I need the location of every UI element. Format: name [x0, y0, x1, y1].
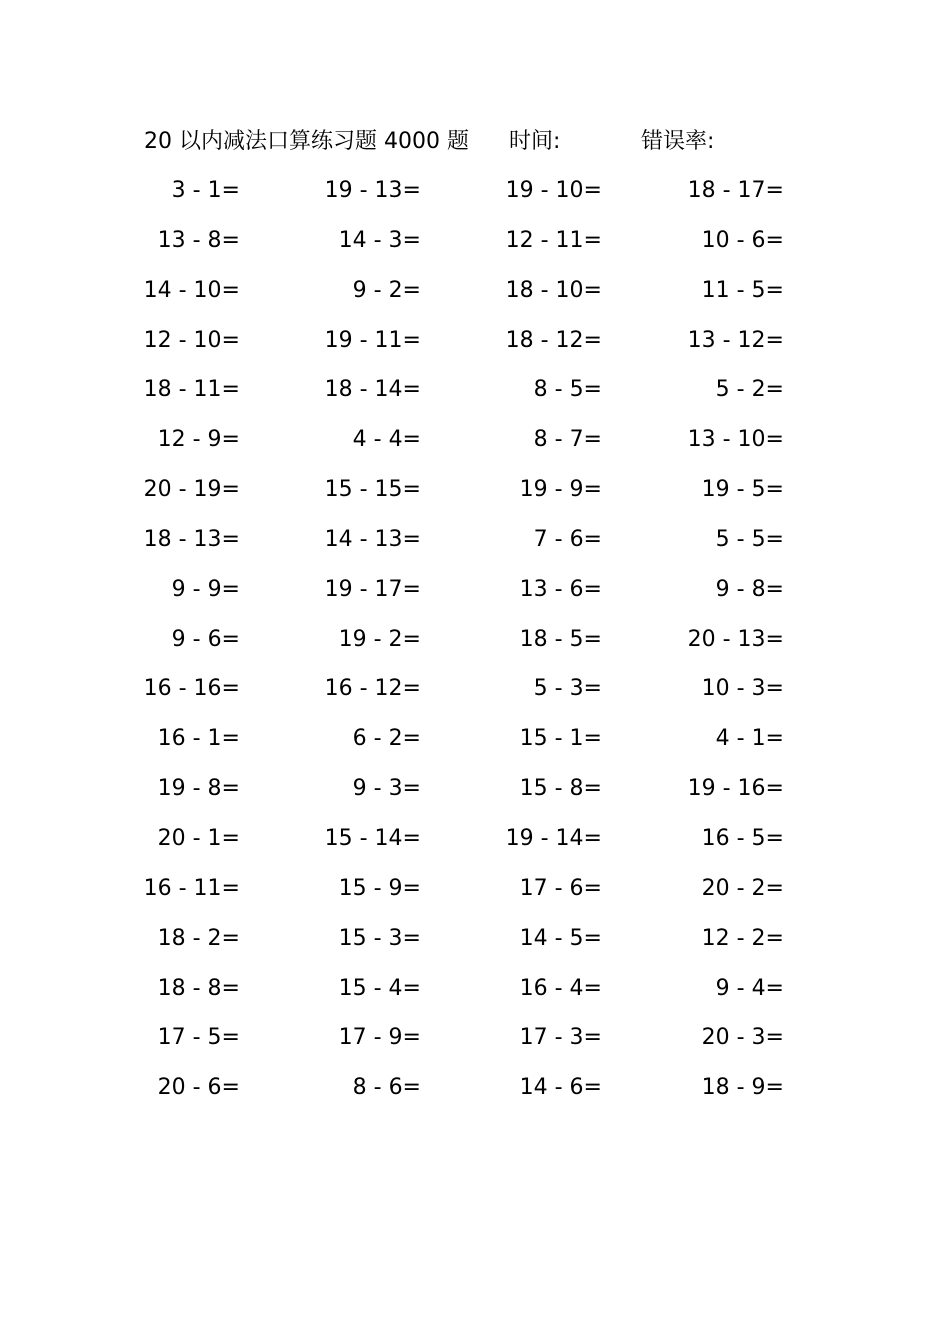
problem-item: 18 - 5= — [519, 626, 602, 652]
problem-item: 7 - 6= — [533, 526, 602, 552]
problem-item: 13 - 6= — [519, 576, 602, 602]
problem-item: 10 - 3= — [701, 676, 784, 702]
problem-item: 15 - 9= — [338, 875, 421, 901]
problem-item: 9 - 4= — [715, 975, 784, 1001]
problem-item: 18 - 10= — [505, 277, 602, 303]
problem-item: 14 - 10= — [143, 277, 240, 303]
problem-item: 4 - 4= — [352, 427, 421, 453]
problem-item: 18 - 9= — [701, 1075, 784, 1101]
problem-row — [0, 868, 950, 918]
problem-item: 16 - 5= — [701, 825, 784, 851]
problem-item: 19 - 17= — [324, 576, 421, 602]
problem-item: 17 - 6= — [519, 875, 602, 901]
problem-row — [0, 1067, 950, 1117]
problem-item: 20 - 1= — [157, 825, 240, 851]
problem-item: 17 - 3= — [519, 1025, 602, 1051]
time-label: 时间: — [509, 129, 561, 154]
problem-item: 14 - 5= — [519, 925, 602, 951]
problem-item: 13 - 12= — [687, 327, 784, 353]
problem-item: 18 - 11= — [143, 377, 240, 403]
problem-row — [0, 419, 950, 469]
problem-row — [0, 270, 950, 320]
problem-item: 20 - 6= — [157, 1075, 240, 1101]
problem-item: 16 - 12= — [324, 676, 421, 702]
problem-item: 9 - 8= — [715, 576, 784, 602]
problem-item: 16 - 4= — [519, 975, 602, 1001]
problem-item: 8 - 7= — [533, 427, 602, 453]
problem-item: 19 - 14= — [505, 825, 602, 851]
problem-grid — [0, 170, 950, 1117]
problem-item: 16 - 16= — [143, 676, 240, 702]
problem-row — [0, 220, 950, 270]
error-rate-label: 错误率: — [641, 129, 715, 154]
problem-row — [0, 668, 950, 718]
problem-item: 15 - 8= — [519, 776, 602, 802]
problem-row — [0, 768, 950, 818]
problem-item: 16 - 1= — [157, 726, 240, 752]
problem-row — [0, 1017, 950, 1067]
problem-row — [0, 968, 950, 1018]
problem-item: 17 - 9= — [338, 1025, 421, 1051]
problem-item: 12 - 9= — [157, 427, 240, 453]
problem-item: 8 - 5= — [533, 377, 602, 403]
problem-item: 19 - 13= — [324, 178, 421, 203]
problem-row — [0, 818, 950, 868]
problem-item: 9 - 2= — [352, 277, 421, 303]
problem-row — [0, 320, 950, 370]
problem-item: 14 - 13= — [324, 526, 421, 552]
problem-item: 19 - 11= — [324, 327, 421, 353]
problem-row — [0, 369, 950, 419]
problem-item: 6 - 2= — [352, 726, 421, 752]
problem-item: 3 - 1= — [171, 178, 240, 203]
worksheet-header — [0, 124, 950, 160]
problem-item: 20 - 2= — [701, 875, 784, 901]
problem-row — [0, 519, 950, 569]
problem-item: 15 - 1= — [519, 726, 602, 752]
problem-row — [0, 718, 950, 768]
problem-item: 14 - 3= — [338, 227, 421, 253]
problem-item: 5 - 2= — [715, 377, 784, 403]
worksheet-title: 20 以内减法口算练习题 4000 题 — [144, 129, 469, 154]
problem-item: 18 - 17= — [687, 178, 784, 203]
problem-item: 15 - 15= — [324, 477, 421, 503]
problem-item: 19 - 8= — [157, 776, 240, 802]
problem-item: 14 - 6= — [519, 1075, 602, 1101]
problem-item: 5 - 5= — [715, 526, 784, 552]
problem-row — [0, 619, 950, 669]
problem-item: 9 - 9= — [171, 576, 240, 602]
problem-item: 18 - 13= — [143, 526, 240, 552]
problem-item: 20 - 13= — [687, 626, 784, 652]
problem-item: 18 - 2= — [157, 925, 240, 951]
problem-item: 10 - 6= — [701, 227, 784, 253]
problem-item: 18 - 14= — [324, 377, 421, 403]
problem-item: 16 - 11= — [143, 875, 240, 901]
problem-item: 15 - 3= — [338, 925, 421, 951]
problem-item: 4 - 1= — [715, 726, 784, 752]
problem-row — [0, 170, 950, 220]
problem-item: 18 - 12= — [505, 327, 602, 353]
problem-row — [0, 569, 950, 619]
problem-item: 9 - 6= — [171, 626, 240, 652]
problem-item: 17 - 5= — [157, 1025, 240, 1051]
problem-item: 12 - 11= — [505, 227, 602, 253]
problem-item: 20 - 19= — [143, 477, 240, 503]
problem-item: 19 - 9= — [519, 477, 602, 503]
problem-item: 12 - 10= — [143, 327, 240, 353]
problem-item: 19 - 5= — [701, 477, 784, 503]
problem-item: 13 - 8= — [157, 227, 240, 253]
problem-item: 5 - 3= — [533, 676, 602, 702]
problem-item: 15 - 14= — [324, 825, 421, 851]
problem-item: 20 - 3= — [701, 1025, 784, 1051]
problem-row — [0, 918, 950, 968]
problem-row — [0, 469, 950, 519]
problem-item: 11 - 5= — [701, 277, 784, 303]
problem-item: 19 - 10= — [505, 178, 602, 203]
problem-item: 18 - 8= — [157, 975, 240, 1001]
problem-item: 13 - 10= — [687, 427, 784, 453]
problem-item: 19 - 16= — [687, 776, 784, 802]
problem-item: 19 - 2= — [338, 626, 421, 652]
problem-item: 15 - 4= — [338, 975, 421, 1001]
problem-item: 9 - 3= — [352, 776, 421, 802]
problem-item: 8 - 6= — [352, 1075, 421, 1101]
problem-item: 12 - 2= — [701, 925, 784, 951]
